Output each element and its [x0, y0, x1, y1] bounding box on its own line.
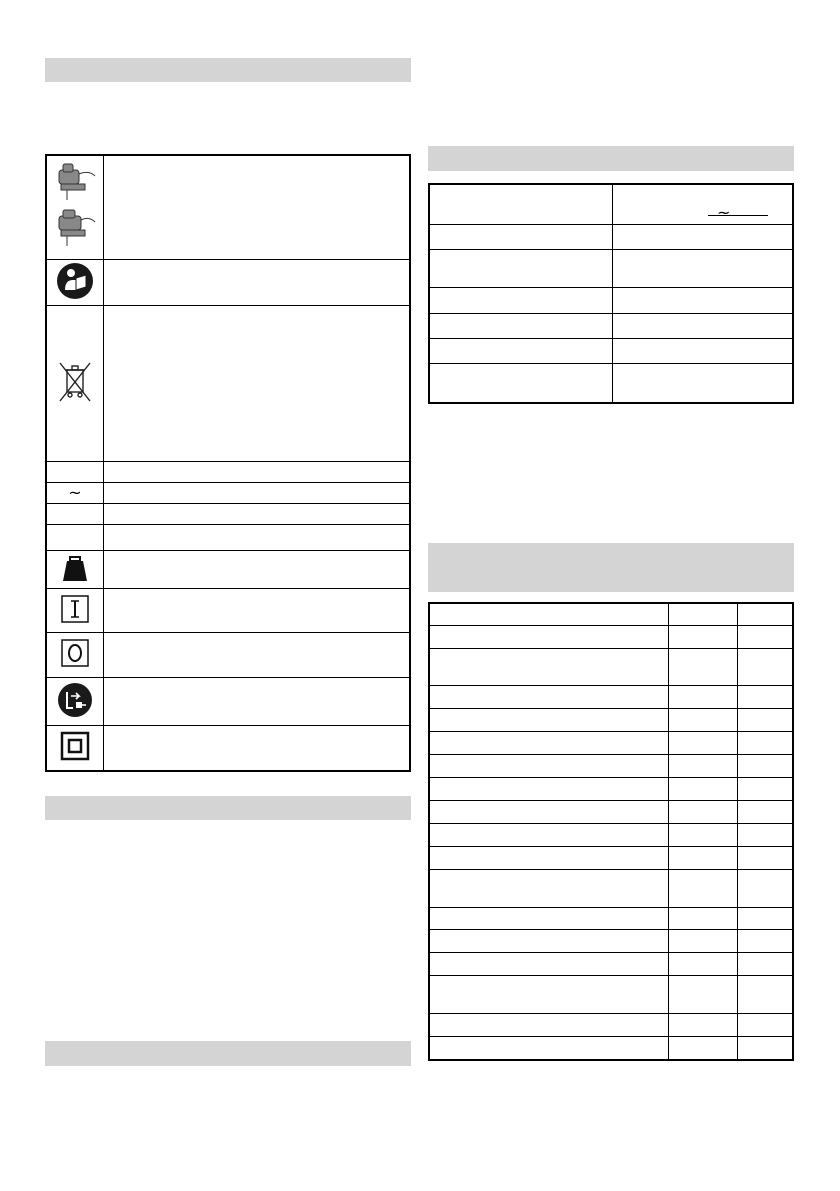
symbols-table [45, 154, 411, 772]
pkg-row-item [429, 754, 669, 777]
pkg-row-col-2 [738, 929, 794, 952]
pkg-row-col-1 [669, 777, 738, 800]
pkg-row-col-2 [738, 625, 794, 648]
pkg-row-col-2 [738, 952, 794, 975]
pkg-row-col-2 [738, 975, 794, 1013]
pkg-row-col-1 [669, 708, 738, 731]
unplug-icon [57, 682, 93, 718]
section-bar-3 [45, 1041, 411, 1066]
pkg-row-col-2 [738, 777, 794, 800]
weee-description [104, 305, 411, 461]
pkg-header-col-2 [738, 603, 794, 625]
spec-value-1 [613, 224, 794, 249]
pkg-row-col-2 [738, 823, 794, 846]
pkg-row-col-2 [738, 907, 794, 929]
spec-header-ac-glyph: ~ [717, 203, 731, 222]
tilde-description [104, 482, 411, 503]
pkg-row-item [429, 800, 669, 823]
pkg-header-item [429, 603, 669, 625]
double-insulation-icon [60, 731, 90, 761]
pkg-row-item [429, 1036, 669, 1060]
spec-label-4 [429, 313, 613, 338]
pkg-row-col-1 [669, 952, 738, 975]
spec-value-5 [613, 338, 794, 363]
blank-description-1 [104, 461, 411, 482]
blank-symbol-cell-1 [46, 461, 104, 482]
pkg-row-col-1 [669, 800, 738, 823]
switch-on-icon [60, 594, 90, 624]
pkg-row-item [429, 625, 669, 648]
weight-description [104, 550, 411, 588]
pkg-row-item [429, 846, 669, 869]
tilde-icon-cell [46, 482, 104, 503]
blank-symbol-cell-2 [46, 503, 104, 524]
weee-icon-cell [46, 305, 104, 461]
jigsaw-description [104, 155, 411, 259]
pkg-row-item [429, 731, 669, 754]
weight-icon [60, 553, 90, 583]
read-manual-description [104, 259, 411, 305]
pkg-row-item [429, 929, 669, 952]
pkg-row-col-1 [669, 846, 738, 869]
pkg-row-col-1 [669, 754, 738, 777]
spec-value-3 [613, 287, 794, 313]
pkg-row-col-2 [738, 708, 794, 731]
read-manual-icon [56, 262, 94, 300]
double-insulation-description [104, 725, 411, 771]
pkg-row-col-1 [669, 685, 738, 708]
switch-on-description [104, 588, 411, 632]
read-manual-icon-cell [46, 259, 104, 305]
pkg-row-col-2 [738, 800, 794, 823]
pkg-row-col-2 [738, 685, 794, 708]
spec-value-4 [613, 313, 794, 338]
pkg-row-col-1 [669, 1036, 738, 1060]
weight-icon-cell [46, 550, 104, 588]
pkg-row-col-2 [738, 754, 794, 777]
double-insulation-icon-cell [46, 725, 104, 771]
pkg-row-col-1 [669, 929, 738, 952]
pkg-row-col-2 [738, 731, 794, 754]
jigsaw-icon-cell [46, 155, 104, 259]
switch-off-icon-cell [46, 632, 104, 677]
spec-label-6 [429, 363, 613, 403]
pkg-row-item [429, 777, 669, 800]
switch-on-icon-cell [46, 588, 104, 632]
section-bar-symbols [45, 58, 411, 82]
pkg-row-col-1 [669, 1013, 738, 1036]
pkg-row-col-2 [738, 1036, 794, 1060]
section-bar-specs [428, 146, 794, 171]
section-bar-package [428, 543, 794, 592]
pkg-row-item [429, 907, 669, 929]
blank-symbol-cell-3 [46, 524, 104, 550]
pkg-row-item [429, 685, 669, 708]
weee-crossed-bin-icon [57, 360, 93, 404]
pkg-header-col-1 [669, 603, 738, 625]
blank-description-3 [104, 524, 411, 550]
pkg-row-col-1 [669, 975, 738, 1013]
pkg-row-item [429, 823, 669, 846]
switch-off-description [104, 632, 411, 677]
unplug-description [104, 677, 411, 725]
spec-label-1 [429, 224, 613, 249]
pkg-row-col-2 [738, 869, 794, 907]
spec-table [428, 183, 794, 404]
pkg-row-item [429, 869, 669, 907]
spec-header-value [613, 184, 794, 224]
pkg-row-col-2 [738, 648, 794, 685]
unplug-icon-cell [46, 677, 104, 725]
jigsaw-icon [53, 160, 97, 252]
spec-label-2 [429, 249, 613, 287]
spec-label-5 [429, 338, 613, 363]
switch-off-icon [60, 638, 90, 668]
package-table [428, 602, 794, 1061]
pkg-row-col-1 [669, 869, 738, 907]
section-bar-2 [45, 796, 411, 820]
pkg-row-item [429, 708, 669, 731]
spec-header-label [429, 184, 613, 224]
pkg-row-item [429, 648, 669, 685]
spec-value-6 [613, 363, 794, 403]
spec-label-3 [429, 287, 613, 313]
spec-value-2 [613, 249, 794, 287]
pkg-row-item [429, 975, 669, 1013]
pkg-row-col-1 [669, 731, 738, 754]
pkg-row-col-1 [669, 648, 738, 685]
tilde-icon: ~ [68, 483, 82, 502]
pkg-row-col-1 [669, 823, 738, 846]
pkg-row-col-2 [738, 1013, 794, 1036]
pkg-row-col-1 [669, 907, 738, 929]
blank-description-2 [104, 503, 411, 524]
pkg-row-item [429, 952, 669, 975]
pkg-row-col-1 [669, 625, 738, 648]
pkg-row-col-2 [738, 846, 794, 869]
pkg-row-item [429, 1013, 669, 1036]
